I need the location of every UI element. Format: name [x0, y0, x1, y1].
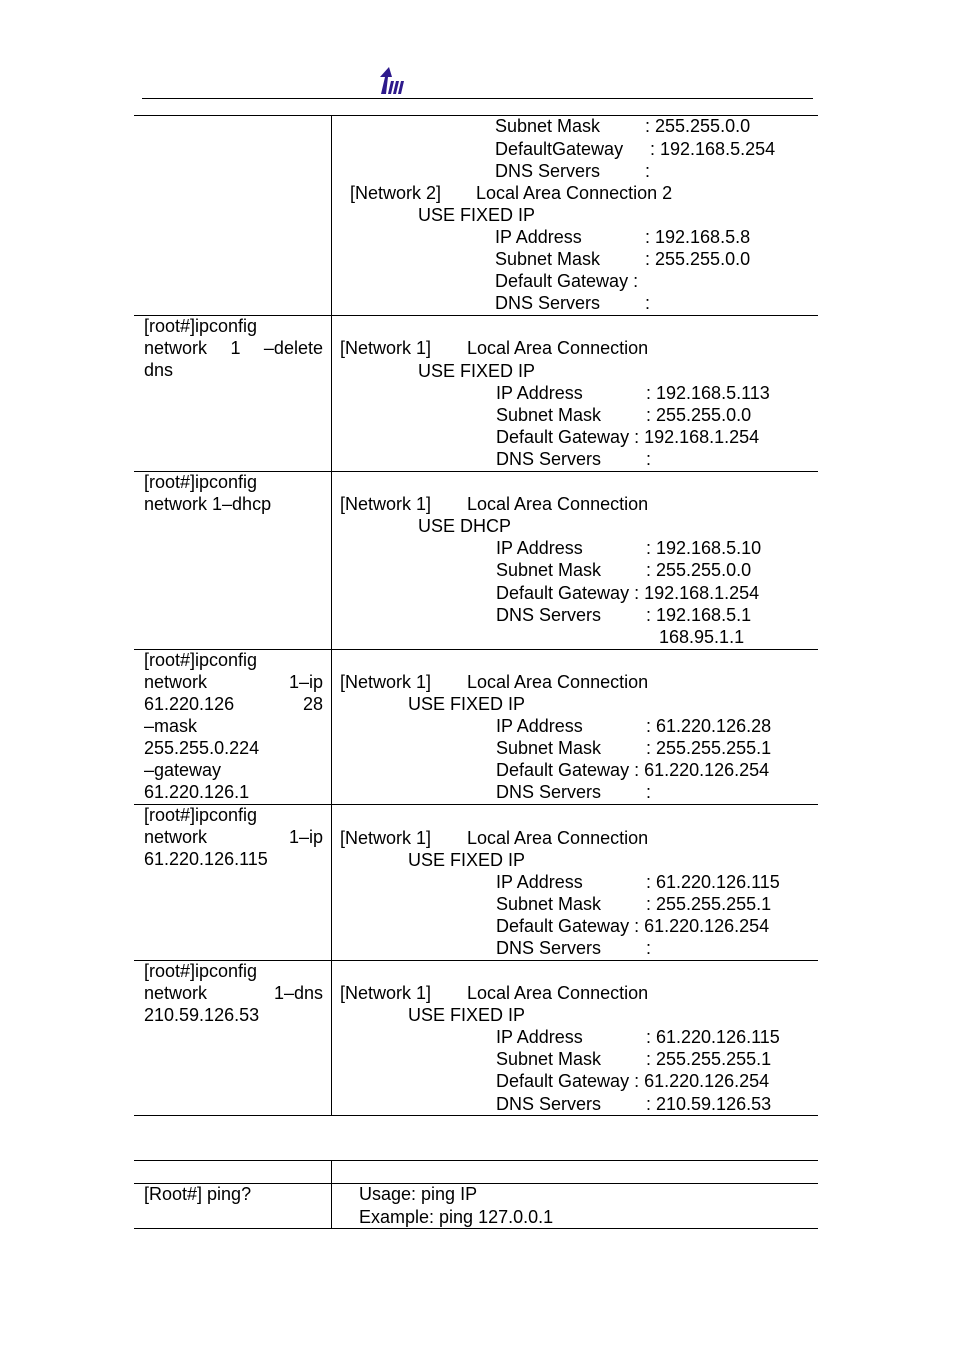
ip-mode: USE FIXED IP [408, 850, 526, 870]
output-label: Subnet Mask [496, 560, 602, 580]
command-text: network [144, 983, 208, 1003]
output-value: : 192.168.5.1 [646, 605, 752, 625]
command-text: 61.220.126 [144, 694, 235, 714]
command-text: dns [144, 360, 174, 380]
connection-name: Local Area Connection [467, 983, 649, 1003]
command-text: –delete [263, 338, 323, 358]
ip-mode: USE FIXED IP [408, 1005, 526, 1025]
output-value: : 255.255.0.0 [645, 116, 751, 136]
command-text: [Root#] ping? [144, 1184, 252, 1204]
command-text: 255.255.0.224 [144, 738, 260, 758]
command-text: –mask [144, 716, 198, 736]
network-label: [Network 1] [340, 494, 432, 514]
connection-name: Local Area Connection 2 [476, 183, 673, 203]
output-value: : [646, 782, 652, 802]
output-label: DNS Servers [496, 449, 602, 469]
command-cell [144, 649, 323, 803]
output-value: : 255.255.0.0 [646, 560, 752, 580]
output-label: IP Address [496, 538, 583, 558]
command-text: 1 [230, 338, 241, 358]
output-label: Default Gateway : 61.220.126.254 [496, 1071, 770, 1091]
header-rule [142, 98, 813, 99]
output-value: : [645, 161, 651, 181]
command-text: [root#]ipconfig [144, 316, 258, 336]
output-label: Subnet Mask [495, 249, 601, 269]
output-label: Default Gateway : 192.168.1.254 [496, 583, 760, 603]
command-text: 210.59.126.53 [144, 1005, 260, 1025]
connection-name: Local Area Connection [467, 338, 649, 358]
output-value: : 255.255.0.0 [645, 249, 751, 269]
output-label: IP Address [496, 872, 583, 892]
output-value: : [645, 293, 651, 313]
example-text: Example: ping 127.0.0.1 [359, 1207, 554, 1227]
company-logo-icon [377, 67, 407, 95]
output-value: : 61.220.126.115 [646, 1027, 780, 1047]
column-divider [331, 1160, 332, 1228]
output-value: : 192.168.5.254 [650, 139, 776, 159]
command-text: 1–ip [288, 827, 323, 847]
table-rule [134, 1228, 818, 1229]
table-rule [134, 1115, 818, 1116]
connection-name: Local Area Connection [467, 494, 649, 514]
output-value: : 255.255.255.1 [646, 894, 772, 914]
output-label: Default Gateway : 192.168.1.254 [496, 427, 760, 447]
output-label: Default Gateway : 61.220.126.254 [496, 916, 770, 936]
output-label: IP Address [495, 227, 582, 247]
command-text: network [144, 338, 208, 358]
output-label: DefaultGateway [495, 139, 624, 159]
output-value: : 61.220.126.115 [646, 872, 780, 892]
command-text: –gateway [144, 760, 222, 780]
output-label: Subnet Mask [496, 1049, 602, 1069]
ip-mode: USE FIXED IP [418, 361, 536, 381]
output-value: : 61.220.126.28 [646, 716, 772, 736]
output-label: Subnet Mask [496, 894, 602, 914]
output-label: DNS Servers [496, 938, 602, 958]
network-label: [Network 1] [340, 672, 432, 692]
command-text: network 1–dhcp [144, 494, 272, 514]
output-label: DNS Servers [495, 293, 601, 313]
command-cell [144, 960, 323, 1026]
output-value: : [646, 449, 652, 469]
command-text: [root#]ipconfig [144, 961, 258, 981]
command-text: 61.220.126.1 [144, 782, 250, 802]
network-label: [Network 1] [340, 828, 432, 848]
output-label: DNS Servers [496, 1094, 602, 1114]
connection-name: Local Area Connection [467, 828, 649, 848]
output-label: Default Gateway : 61.220.126.254 [496, 760, 770, 780]
command-text: network [144, 672, 208, 692]
command-text: 1–ip [288, 672, 323, 692]
command-text: [root#]ipconfig [144, 472, 258, 492]
network-label: [Network 2] [350, 183, 442, 203]
ip-mode: USE FIXED IP [408, 694, 526, 714]
output-label: IP Address [496, 1027, 583, 1047]
output-label: Default Gateway : [495, 271, 639, 291]
ip-mode: USE FIXED IP [418, 205, 536, 225]
command-text: 1–dns [273, 983, 323, 1003]
connection-name: Local Area Connection [467, 672, 649, 692]
output-label: IP Address [496, 716, 583, 736]
output-label: Subnet Mask [496, 405, 602, 425]
table-rule [134, 1160, 818, 1161]
command-text: 61.220.126.115 [144, 849, 268, 869]
output-value: : 255.255.0.0 [646, 405, 752, 425]
output-value: : 192.168.5.10 [646, 538, 762, 558]
output-label: Subnet Mask [496, 738, 602, 758]
output-value: : 192.168.5.8 [645, 227, 751, 247]
output-label: IP Address [496, 383, 583, 403]
output-value: 168.95.1.1 [659, 627, 745, 647]
output-value: : 255.255.255.1 [646, 738, 772, 758]
output-label: DNS Servers [495, 161, 601, 181]
command-text: [root#]ipconfig [144, 650, 258, 670]
command-text: [root#]ipconfig [144, 805, 258, 825]
command-text: network [144, 827, 208, 847]
output-value: : [646, 938, 652, 958]
network-label: [Network 1] [340, 983, 432, 1003]
column-divider [331, 115, 332, 1115]
network-label: [Network 1] [340, 338, 432, 358]
output-label: DNS Servers [496, 782, 602, 802]
ip-mode: USE DHCP [418, 516, 512, 536]
output-value: : 210.59.126.53 [646, 1094, 772, 1114]
output-label: Subnet Mask [495, 116, 601, 136]
output-value: : 192.168.5.113 [646, 383, 770, 403]
command-cell [144, 804, 323, 870]
command-text: 28 [302, 694, 323, 714]
command-cell [144, 315, 323, 381]
output-label: DNS Servers [496, 605, 602, 625]
output-value: : 255.255.255.1 [646, 1049, 772, 1069]
command-cell [144, 471, 323, 515]
usage-text: Usage: ping IP [359, 1184, 478, 1204]
